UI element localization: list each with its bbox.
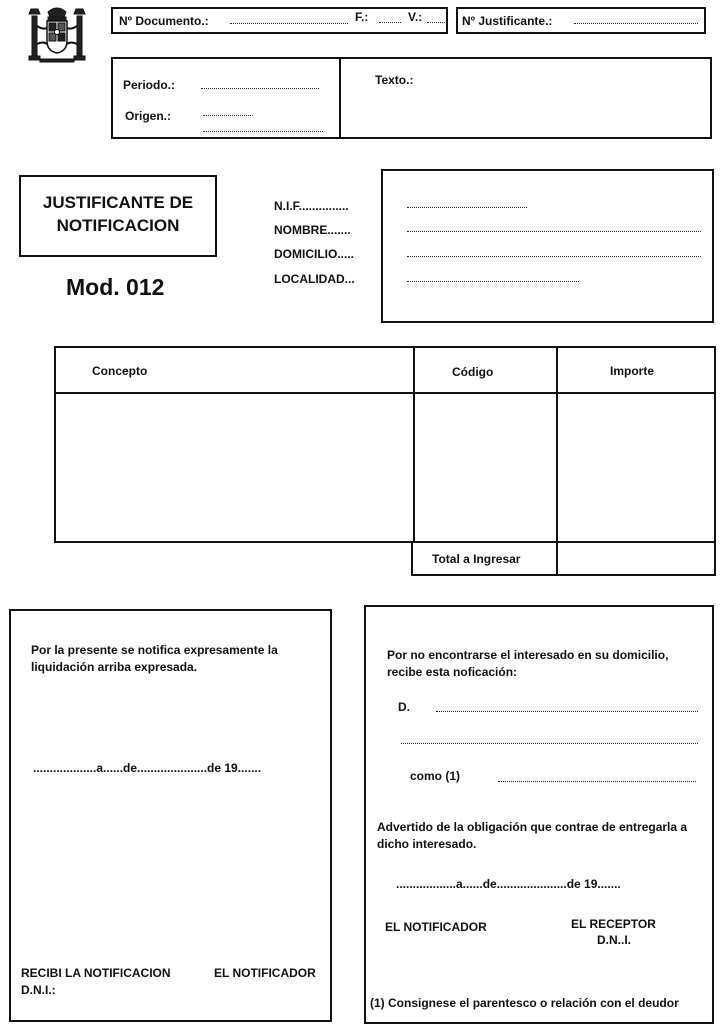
importe-header: Importe	[610, 364, 655, 378]
periodo-divider	[339, 59, 341, 137]
documento-field[interactable]	[230, 23, 348, 24]
d-field[interactable]	[436, 711, 698, 712]
title-line-1: JUSTIFICANTE DE	[42, 193, 194, 212]
nombre-label: NOMBRE.......	[274, 223, 351, 237]
v-field[interactable]	[427, 22, 445, 23]
footnote: (1) Consignese el parentesco o relación con el deudor	[370, 996, 679, 1010]
documento-label: Nº Documento.:	[119, 14, 209, 28]
domicilio-label: DOMICILIO.....	[274, 247, 354, 261]
advertido-text: Advertido de la obligación que contrae de entregarla a dicho interesado.	[377, 820, 688, 851]
como-label: como (1)	[410, 769, 461, 783]
coat-of-arms-emblem	[26, 4, 88, 66]
right-notificador-label: EL NOTIFICADOR	[385, 920, 487, 934]
left-notice-box	[9, 609, 332, 1022]
total-label: Total a Ingresar	[432, 552, 521, 566]
nif-label: N.I.F...............	[274, 199, 349, 213]
localidad-field[interactable]	[407, 281, 579, 282]
total-divider	[556, 543, 558, 574]
receptor-dni-label: D.N..I.	[597, 933, 632, 947]
documento-box	[111, 7, 448, 34]
total-value-cell[interactable]	[560, 543, 712, 574]
periodo-field[interactable]	[201, 88, 319, 89]
texto-label: Texto.:	[375, 73, 414, 87]
periodo-label: Periodo.:	[123, 78, 176, 92]
left-date-line[interactable]: ...................a......de.....................de 19.......	[33, 761, 262, 775]
origen-field[interactable]	[203, 115, 253, 116]
concepto-header: Concepto	[92, 364, 148, 378]
codigo-header: Código	[452, 365, 494, 379]
right-notice-text: Por no encontrarse el interesado en su domicilio, recibe esta noficación:	[387, 648, 669, 679]
d-field-2[interactable]	[401, 743, 698, 744]
f-field[interactable]	[379, 22, 401, 23]
codigo-cell[interactable]	[417, 394, 554, 539]
origen-field-2[interactable]	[203, 131, 323, 132]
total-row	[411, 541, 716, 576]
left-notificador-label: EL NOTIFICADOR	[214, 966, 316, 980]
title-line-2: NOTIFICACION	[56, 216, 180, 235]
importe-cell[interactable]	[560, 394, 712, 539]
d-label: D.	[398, 700, 410, 714]
nombre-field[interactable]	[407, 231, 701, 232]
justificante-box	[456, 7, 706, 34]
justificante-label: Nº Justificante.:	[462, 14, 553, 28]
justificante-field[interactable]	[574, 23, 698, 24]
receptor-label: EL RECEPTOR	[571, 917, 656, 931]
localidad-label: LOCALIDAD...	[274, 272, 355, 286]
right-notice-box	[364, 605, 714, 1024]
table-col-divider-2	[556, 348, 558, 541]
origen-label: Origen.:	[125, 109, 172, 123]
nif-field[interactable]	[407, 207, 527, 208]
left-notice-text: Por la presente se notifica expresamente la liquidación arriba expresada.	[31, 643, 278, 674]
como-field[interactable]	[498, 781, 696, 782]
model-number: Mod. 012	[66, 274, 165, 300]
v-label: V.:	[408, 10, 423, 24]
f-label: F.:	[355, 10, 369, 24]
periodo-box	[111, 57, 712, 139]
concepto-cell[interactable]	[58, 394, 411, 539]
taxpayer-box	[381, 169, 714, 323]
title-box	[19, 175, 217, 257]
table-col-divider-1	[413, 348, 415, 541]
dni-label: D.N.I.:	[21, 983, 56, 997]
concepto-table	[54, 346, 716, 543]
domicilio-field[interactable]	[407, 256, 701, 257]
recibi-label: RECIBI LA NOTIFICACION	[21, 966, 171, 980]
right-date-line[interactable]: ..................a......de.....................de 19.......	[396, 877, 621, 891]
